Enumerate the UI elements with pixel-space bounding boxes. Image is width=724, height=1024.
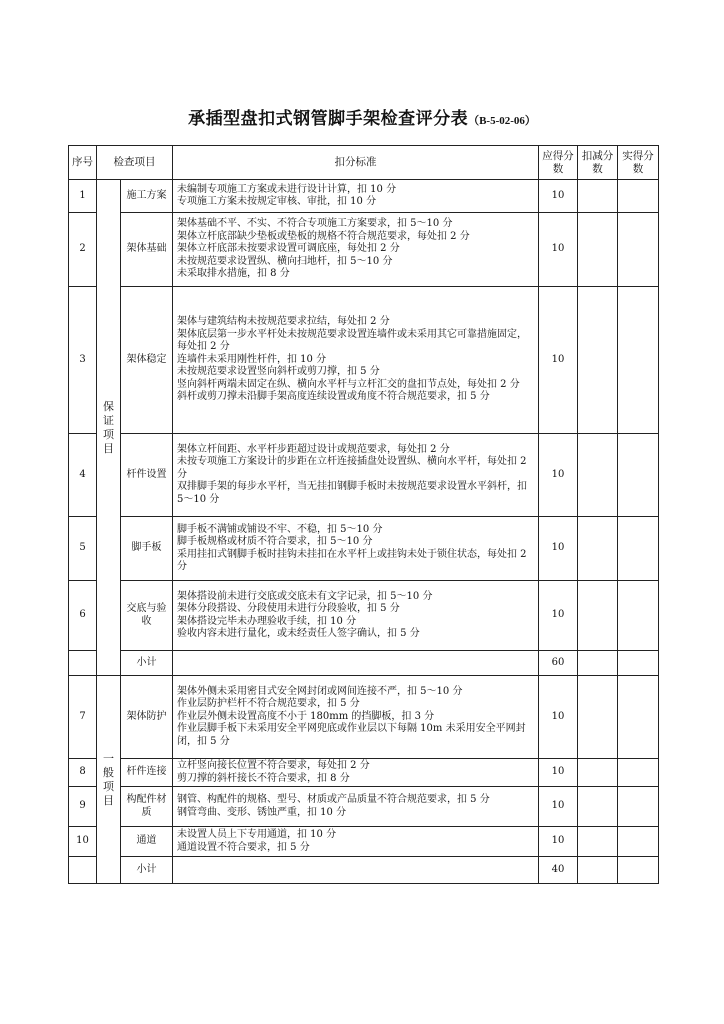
standard-line: 架体搭设前未进行交底或交底未有文字记录，扣 5～10 分 (177, 590, 433, 602)
header-item: 检查项目 (97, 146, 173, 180)
actual-score-cell[interactable] (618, 651, 659, 676)
actual-score-cell[interactable] (618, 759, 659, 787)
group-label-text: 一般项目 (103, 751, 114, 807)
actual-score-cell[interactable] (618, 287, 659, 434)
table-row (69, 434, 659, 517)
row-number: 9 (69, 787, 97, 827)
deduction-standard (173, 857, 539, 884)
row-number: 5 (69, 517, 97, 581)
actual-score-cell[interactable] (618, 676, 659, 759)
check-item-name: 施工方案 (121, 180, 173, 213)
standard-line: 采用挂扣式钢脚手板时挂钩未挂扣在水平杆上或挂钩未处于锁住状态，每处扣 2 分 (177, 548, 527, 572)
standard-line: 双排脚手架的每步水平杆，当无挂扣钢脚手板时未按规范要求设置水平斜杆，扣 5～10 分 (177, 481, 527, 505)
row-number: 1 (69, 180, 97, 213)
group-label-text: 保证项目 (103, 399, 114, 455)
header-deduct-score: 扣减分数 (578, 146, 618, 180)
check-item-name: 杆件连接 (121, 759, 173, 787)
standard-line: 架体搭设完毕未办理验收手续，扣 10 分 (177, 615, 357, 627)
row-number: 4 (69, 434, 97, 517)
standard-line: 未按规范要求设置竖向斜杆或剪刀撑，扣 5 分 (177, 366, 380, 378)
score-table (68, 145, 659, 884)
subtotal-row (69, 857, 659, 884)
actual-score-cell[interactable] (618, 581, 659, 651)
table-row (69, 213, 659, 287)
standard-line: 斜杆或剪刀撑未沿脚手架高度连续设置或角度不符合规范要求，扣 5 分 (177, 391, 490, 403)
form-code: （B-5-02-06） (468, 115, 536, 127)
due-score: 10 (539, 213, 578, 287)
deduct-score-cell[interactable] (578, 581, 618, 651)
due-score: 60 (539, 651, 578, 676)
deduction-standard (173, 287, 539, 434)
table-row (69, 287, 659, 434)
standard-line: 架体立杆间距、水平杆步距超过设计或规范要求，每处扣 2 分 (177, 443, 450, 455)
standard-line: 剪刀撑的斜杆接长不符合要求，扣 8 分 (177, 772, 350, 784)
row-number: 3 (69, 287, 97, 434)
header-standard: 扣分标准 (173, 146, 539, 180)
table-row (69, 180, 659, 213)
check-item-name: 架体基础 (121, 213, 173, 287)
standard-line: 作业层脚手板下未采用安全平网兜底或作业层以下每隔 10m 未采用安全平网封闭，扣 5 分 (177, 723, 526, 747)
deduct-score-cell[interactable] (578, 857, 618, 884)
deduction-standard (173, 676, 539, 759)
deduction-standard (173, 213, 539, 287)
due-score: 10 (539, 517, 578, 581)
standard-line: 架体与建筑结构未按规范要求拉结，每处扣 2 分 (177, 316, 390, 328)
row-number (69, 857, 97, 884)
standard-line: 作业层外侧未设置高度不小于 180mm 的挡脚板，扣 3 分 (177, 710, 435, 722)
due-score: 10 (539, 434, 578, 517)
title-block (0, 104, 724, 129)
table-row (69, 787, 659, 827)
deduction-standard (173, 827, 539, 857)
standard-line: 连墙件未采用刚性杆件，扣 10 分 (177, 353, 327, 365)
due-score: 10 (539, 581, 578, 651)
check-item-name: 杆件设置 (121, 434, 173, 517)
standard-line: 架体立杆底部未按要求设置可调底座，每处扣 2 分 (177, 243, 400, 255)
standard-line: 作业层防护栏杆不符合规范要求，扣 5 分 (177, 698, 360, 710)
check-item-name: 架体防护 (121, 676, 173, 759)
deduct-score-cell[interactable] (578, 287, 618, 434)
standard-line: 未按规范要求设置纵、横向扫地杆，扣 5～10 分 (177, 255, 393, 267)
standard-line: 架体底层第一步水平杆处未按规范要求设置连墙件或未采用其它可靠措施固定，每处扣 2 分 (177, 328, 527, 353)
row-number (69, 651, 97, 676)
deduct-score-cell[interactable] (578, 759, 618, 787)
header-actual-score: 实得分数 (618, 146, 659, 180)
check-item-name: 通道 (121, 827, 173, 857)
standard-line: 脚手板规格或材质不符合要求，扣 5～10 分 (177, 536, 373, 547)
standard-line: 钢管弯曲、变形、锈蚀严重，扣 10 分 (177, 806, 347, 818)
deduction-standard (173, 651, 539, 676)
due-score: 10 (539, 180, 578, 213)
row-number: 10 (69, 827, 97, 857)
check-item-name: 交底与验收 (121, 581, 173, 651)
table-row (69, 581, 659, 651)
standard-line: 架体立杆底部缺少垫板或垫板的规格不符合规范要求，每处扣 2 分 (177, 230, 470, 242)
actual-score-cell[interactable] (618, 517, 659, 581)
deduction-standard (173, 434, 539, 517)
row-number: 6 (69, 581, 97, 651)
deduct-score-cell[interactable] (578, 180, 618, 213)
actual-score-cell[interactable] (618, 213, 659, 287)
standard-line: 专项施工方案未按规定审核、审批，扣 10 分 (177, 196, 377, 207)
due-score: 10 (539, 676, 578, 759)
deduct-score-cell[interactable] (578, 651, 618, 676)
deduct-score-cell[interactable] (578, 787, 618, 827)
actual-score-cell[interactable] (618, 827, 659, 857)
actual-score-cell[interactable] (618, 787, 659, 827)
group-guarantee-items (97, 180, 121, 676)
deduct-score-cell[interactable] (578, 434, 618, 517)
row-number: 7 (69, 676, 97, 759)
deduction-standard (173, 787, 539, 827)
page-title: 承插型盘扣式钢管脚手架检查评分表 (188, 109, 469, 129)
standard-line: 架体基础不平、不实、不符合专项施工方案要求，扣 5～10 分 (177, 218, 453, 230)
due-score: 10 (539, 759, 578, 787)
deduction-standard (173, 517, 539, 581)
deduction-standard (173, 180, 539, 213)
standard-line: 架体外侧未采用密目式安全网封闭或网间连接不严，扣 5～10 分 (177, 685, 463, 697)
table-row (69, 759, 659, 787)
table-row (69, 827, 659, 857)
deduct-score-cell[interactable] (578, 213, 618, 287)
row-number: 2 (69, 213, 97, 287)
due-score: 10 (539, 827, 578, 857)
standard-line: 通道设置不符合要求，扣 5 分 (177, 841, 310, 853)
standard-line: 立杆竖向接长位置不符合要求，每处扣 2 分 (177, 760, 370, 771)
header-row (69, 146, 659, 180)
actual-score-cell[interactable] (618, 857, 659, 884)
table-row (69, 676, 659, 759)
deduct-score-cell[interactable] (578, 827, 618, 857)
standard-line: 未设置人员上下专用通道，扣 10 分 (177, 829, 337, 840)
header-due-score: 应得分数 (539, 146, 578, 180)
table-row (69, 517, 659, 581)
standard-line: 验收内容未进行量化，或未经责任人签字确认，扣 5 分 (177, 628, 420, 639)
standard-line: 架体分段搭设、分段使用未进行分段验收，扣 5 分 (177, 603, 400, 614)
deduct-score-cell[interactable] (578, 676, 618, 759)
check-item-name: 脚手板 (121, 517, 173, 581)
check-item-name: 构配件材质 (121, 787, 173, 827)
due-score: 40 (539, 857, 578, 884)
standard-line: 脚手板不满铺或铺设不牢、不稳，扣 5～10 分 (177, 523, 383, 535)
standard-line: 未编制专项施工方案或未进行设计计算，扣 10 分 (177, 183, 397, 195)
check-item-name: 架体稳定 (121, 287, 173, 434)
deduct-score-cell[interactable] (578, 517, 618, 581)
standard-line: 钢管、构配件的规格、型号、材质或产品质量不符合规范要求，扣 5 分 (177, 794, 490, 805)
subtotal-row (69, 651, 659, 676)
header-seq: 序号 (69, 146, 97, 180)
due-score: 10 (539, 287, 578, 434)
due-score: 10 (539, 787, 578, 827)
standard-line: 未采取排水措施，扣 8 分 (177, 268, 290, 280)
actual-score-cell[interactable] (618, 180, 659, 213)
check-item-name: 小计 (121, 857, 173, 884)
row-number: 8 (69, 759, 97, 787)
actual-score-cell[interactable] (618, 434, 659, 517)
deduction-standard (173, 759, 539, 787)
check-item-name: 小计 (121, 651, 173, 676)
standard-line: 未按专项施工方案设计的步距在立杆连接插盘处设置纵、横向水平杆，每处扣 2 分 (177, 456, 527, 480)
deduction-standard (173, 581, 539, 651)
standard-line: 竖向斜杆两端未固定在纵、横向水平杆与立杆汇交的盘扣节点处，每处扣 2 分 (177, 378, 520, 390)
group-general-items (97, 676, 121, 884)
